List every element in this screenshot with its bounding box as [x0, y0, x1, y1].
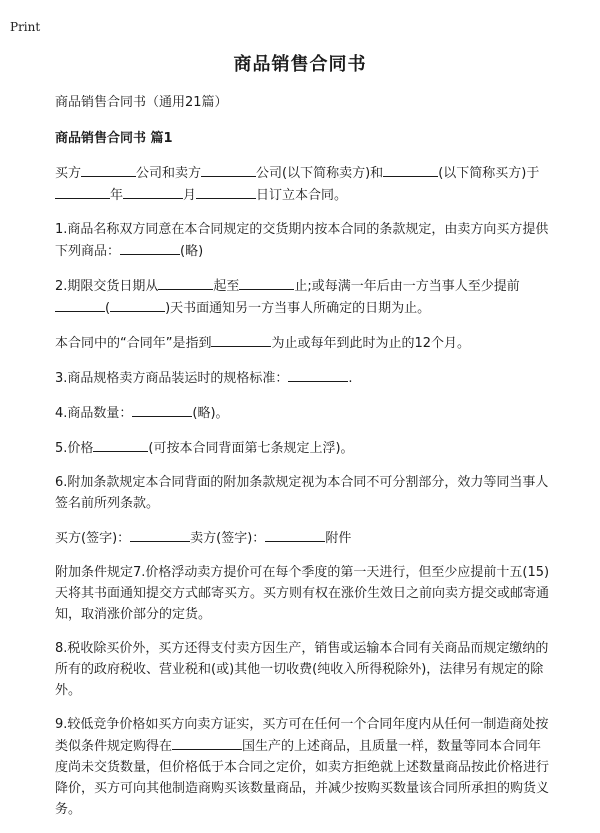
- blank-line: [211, 332, 271, 347]
- paragraph-parties: 买方 公司和卖方 公司(以下简称卖方)和 (以下简称买方)于年 月 日订立本合同。: [55, 162, 550, 206]
- blank-line: [172, 735, 242, 750]
- document-title: 商品销售合同书: [233, 54, 367, 75]
- blank-line: [288, 367, 348, 382]
- print-link[interactable]: Print: [10, 20, 41, 34]
- section-heading: 商品销售合同书 篇1: [55, 131, 173, 146]
- clause-7-price-adjustment: 附加条件规定7.价格浮动卖方提价可在每个季度的第一天进行，但至少应提前十五(15)天将其书面通知提交方式邮寄买方。买方则有权在涨价生效日之前向卖方提交或邮寄通知，取消涨价部分的定货。: [55, 565, 550, 622]
- document-subtitle: 商品销售合同书（通用21篇）: [55, 95, 228, 110]
- clause-1-goods: 1.商品名称双方同意在本合同规定的交货期内按本合同的条款规定，由卖方向买方提供下列商品： (略): [55, 222, 549, 259]
- blank-line: [55, 184, 110, 199]
- blank-line: [110, 297, 165, 312]
- blank-line: [196, 184, 256, 199]
- clause-9-competitive-price: 9.较低竞争价格如买方向卖方证实，买方可在任何一个合同年度内从任何一制造商处按类似条件规定购得在 国生产的上述商品，且质量一样，数量等同本合同年度尚未交货数量，但价格低于本合同之定价，如卖方拒绝就上述数量商品按此价格进行降价，买方可向其他制造商购买该数量商品，并减少按购买数量该合同所承担的购货义务。: [55, 717, 550, 817]
- blank-line: [55, 297, 105, 312]
- contract-year-definition: 本合同中的“合同年”是指到 为止或每年到此时为止的12个月。: [55, 332, 550, 354]
- clause-3-specification: 3.商品规格卖方商品装运时的规格标准： .: [55, 367, 550, 389]
- document-body: [55, 92, 550, 833]
- clause-2-term: 2.期限交货日期从 起至 止;或每满一年后由一方当事人至少提前( )天书面通知另一方当事人所确定的日期为止。: [55, 275, 550, 319]
- blank-line: [239, 275, 294, 290]
- blank-line: [265, 527, 325, 542]
- blank-line: [132, 402, 192, 417]
- clause-6-additional-terms: 6.附加条款规定本合同背面的附加条款规定视为本合同不可分割部分，效力等同当事人签名前所列条款。: [55, 475, 549, 511]
- blank-line: [201, 162, 256, 177]
- clause-8-taxes: 8.税收除买价外，买方还得支付卖方因生产，销售或运输本合同有关商品而规定缴纳的所有的政府税收、营业税和(或)其他一切收费(纯收入所得税除外)，法律另有规定的除外。: [55, 641, 549, 698]
- blank-line: [130, 527, 190, 542]
- clause-4-quantity: 4.商品数量： (略)。: [55, 402, 550, 424]
- blank-line: [120, 240, 180, 255]
- signature-line: 买方(签字)： 卖方(签字)： 附件: [55, 527, 550, 549]
- blank-line: [93, 437, 148, 452]
- blank-line: [158, 275, 213, 290]
- blank-line: [383, 162, 438, 177]
- blank-line: [123, 184, 183, 199]
- blank-line: [81, 162, 136, 177]
- clause-5-price: 5.价格 (可按本合同背面第七条规定上浮)。: [55, 437, 550, 459]
